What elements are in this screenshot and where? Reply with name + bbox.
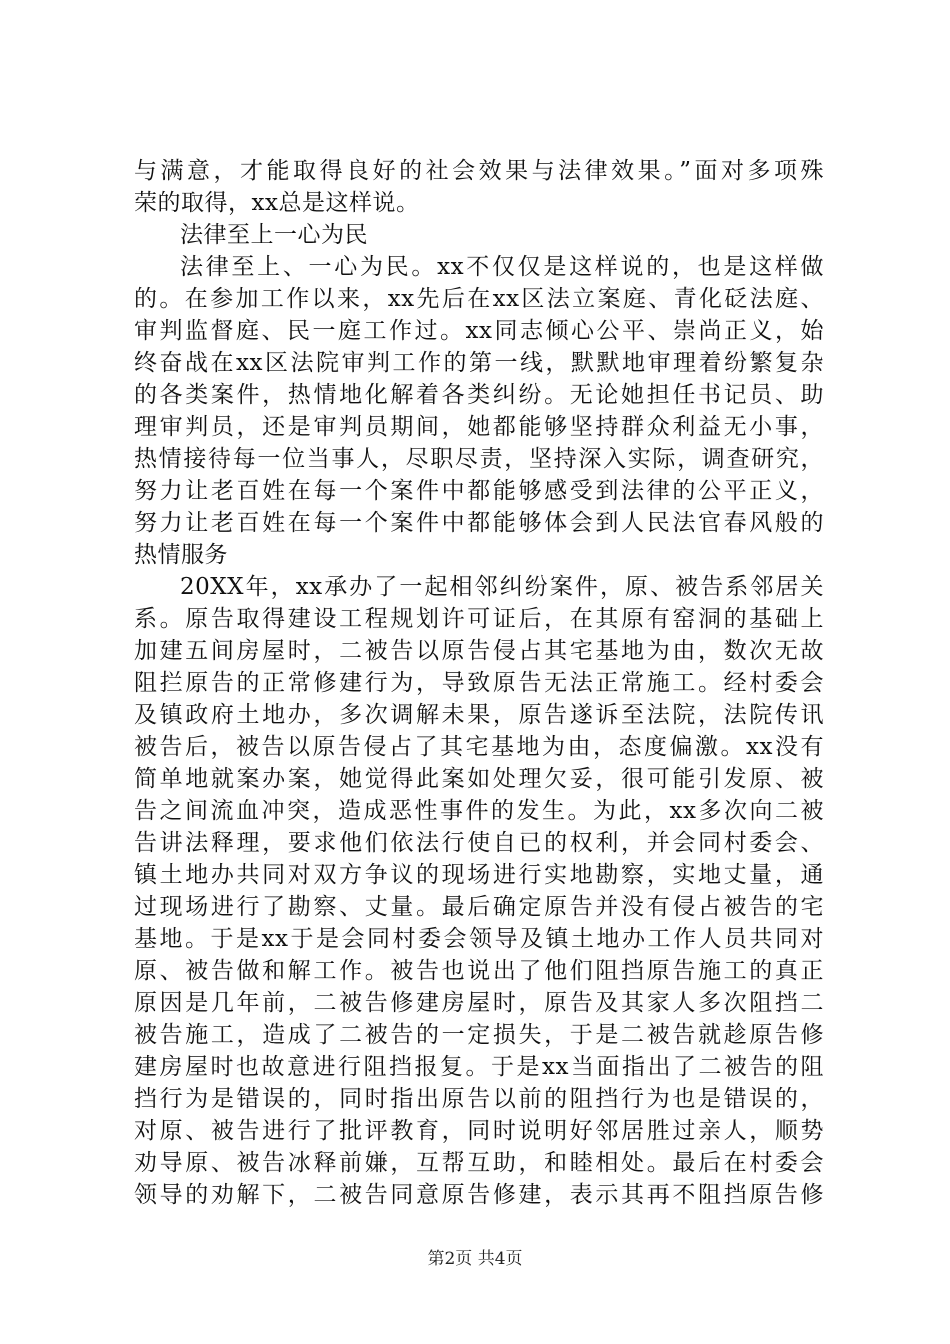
- text-line: 的各类案件，热情地化解着各类纠纷。无论她担任书记员、助: [134, 382, 824, 408]
- text-line: 20XX年，xx承办了一起相邻纠纷案件，原、被告系邻居关: [180, 574, 824, 600]
- text-line: 阻拦原告的正常修建行为，导致原告无法正常施工。经村委会: [134, 670, 824, 696]
- text-line: 被告施工，造成了二被告的一定损失，于是二被告就趁原告修: [134, 1022, 824, 1048]
- text-line: 原、被告做和解工作。被告也说出了他们阻挡原告施工的真正: [134, 958, 824, 984]
- text-line: 挡行为是错误的，同时指出原告以前的阻挡行为也是错误的，: [134, 1086, 824, 1112]
- text-line: 领导的劝解下，二被告同意原告修建，表示其再不阻挡原告修: [134, 1182, 824, 1208]
- text-line: 的。在参加工作以来，xx先后在xx区法立案庭、青化砭法庭、: [134, 286, 824, 312]
- text-line: 荣的取得，xx总是这样说。: [134, 190, 420, 216]
- text-line: 告讲法释理，要求他们依法行使自已的权利，并会同村委会、: [134, 830, 824, 856]
- text-line: 努力让老百姓在每一个案件中都能够体会到人民法官春风般的: [134, 510, 824, 536]
- text-line: 被告后，被告以原告侵占了其宅基地为由，态度偏激。xx没有: [134, 734, 824, 760]
- text-line: 法律至上一心为民: [180, 222, 368, 248]
- text-line: 热情服务: [134, 542, 228, 568]
- text-line: 简单地就案办案，她觉得此案如处理欠妥，很可能引发原、被: [134, 766, 824, 792]
- document-body: [134, 155, 824, 1211]
- text-line: 与满意，才能取得良好的社会效果与法律效果。”面对多项殊: [134, 158, 824, 184]
- text-line: 终奋战在xx区法院审判工作的第一线，默默地审理着纷繁复杂: [134, 350, 824, 376]
- text-line: 镇土地办共同对双方争议的现场进行实地勘察，实地丈量，通: [134, 862, 824, 888]
- text-line: 加建五间房屋时，二被告以原告侵占其宅基地为由，数次无故: [134, 638, 824, 664]
- text-line: 法律至上、一心为民。xx不仅仅是这样说的，也是这样做: [180, 254, 824, 280]
- text-line: 系。原告取得建设工程规划许可证后，在其原有窑洞的基础上: [134, 606, 824, 632]
- text-line: 原因是几年前，二被告修建房屋时，原告及其家人多次阻挡二: [134, 990, 824, 1016]
- page-footer: 第2页 共4页: [427, 1249, 523, 1269]
- text-line: 劝导原、被告冰释前嫌，互帮互助，和睦相处。最后在村委会: [134, 1150, 824, 1176]
- text-line: 对原、被告进行了批评教育，同时说明好邻居胜过亲人，顺势: [134, 1118, 824, 1144]
- text-line: 过现场进行了勘察、丈量。最后确定原告并没有侵占被告的宅: [134, 894, 824, 920]
- text-line: 及镇政府土地办，多次调解未果，原告遂诉至法院，法院传讯: [134, 702, 824, 728]
- text-line: 热情接待每一位当事人，尽职尽责，坚持深入实际，调查研究，: [134, 446, 824, 472]
- text-line: 审判监督庭、民一庭工作过。xx同志倾心公平、崇尚正义，始: [134, 318, 824, 344]
- text-line: 基地。于是xx于是会同村委会领导及镇土地办工作人员共同对: [134, 926, 824, 952]
- text-line: 告之间流血冲突，造成恶性事件的发生。为此，xx多次向二被: [134, 798, 824, 824]
- text-line: 努力让老百姓在每一个案件中都能够感受到法律的公平正义，: [134, 478, 824, 504]
- text-line: 理审判员，还是审判员期间，她都能够坚持群众利益无小事，: [134, 414, 824, 440]
- text-line: 建房屋时也故意进行阻挡报复。于是xx当面指出了二被告的阻: [134, 1054, 824, 1080]
